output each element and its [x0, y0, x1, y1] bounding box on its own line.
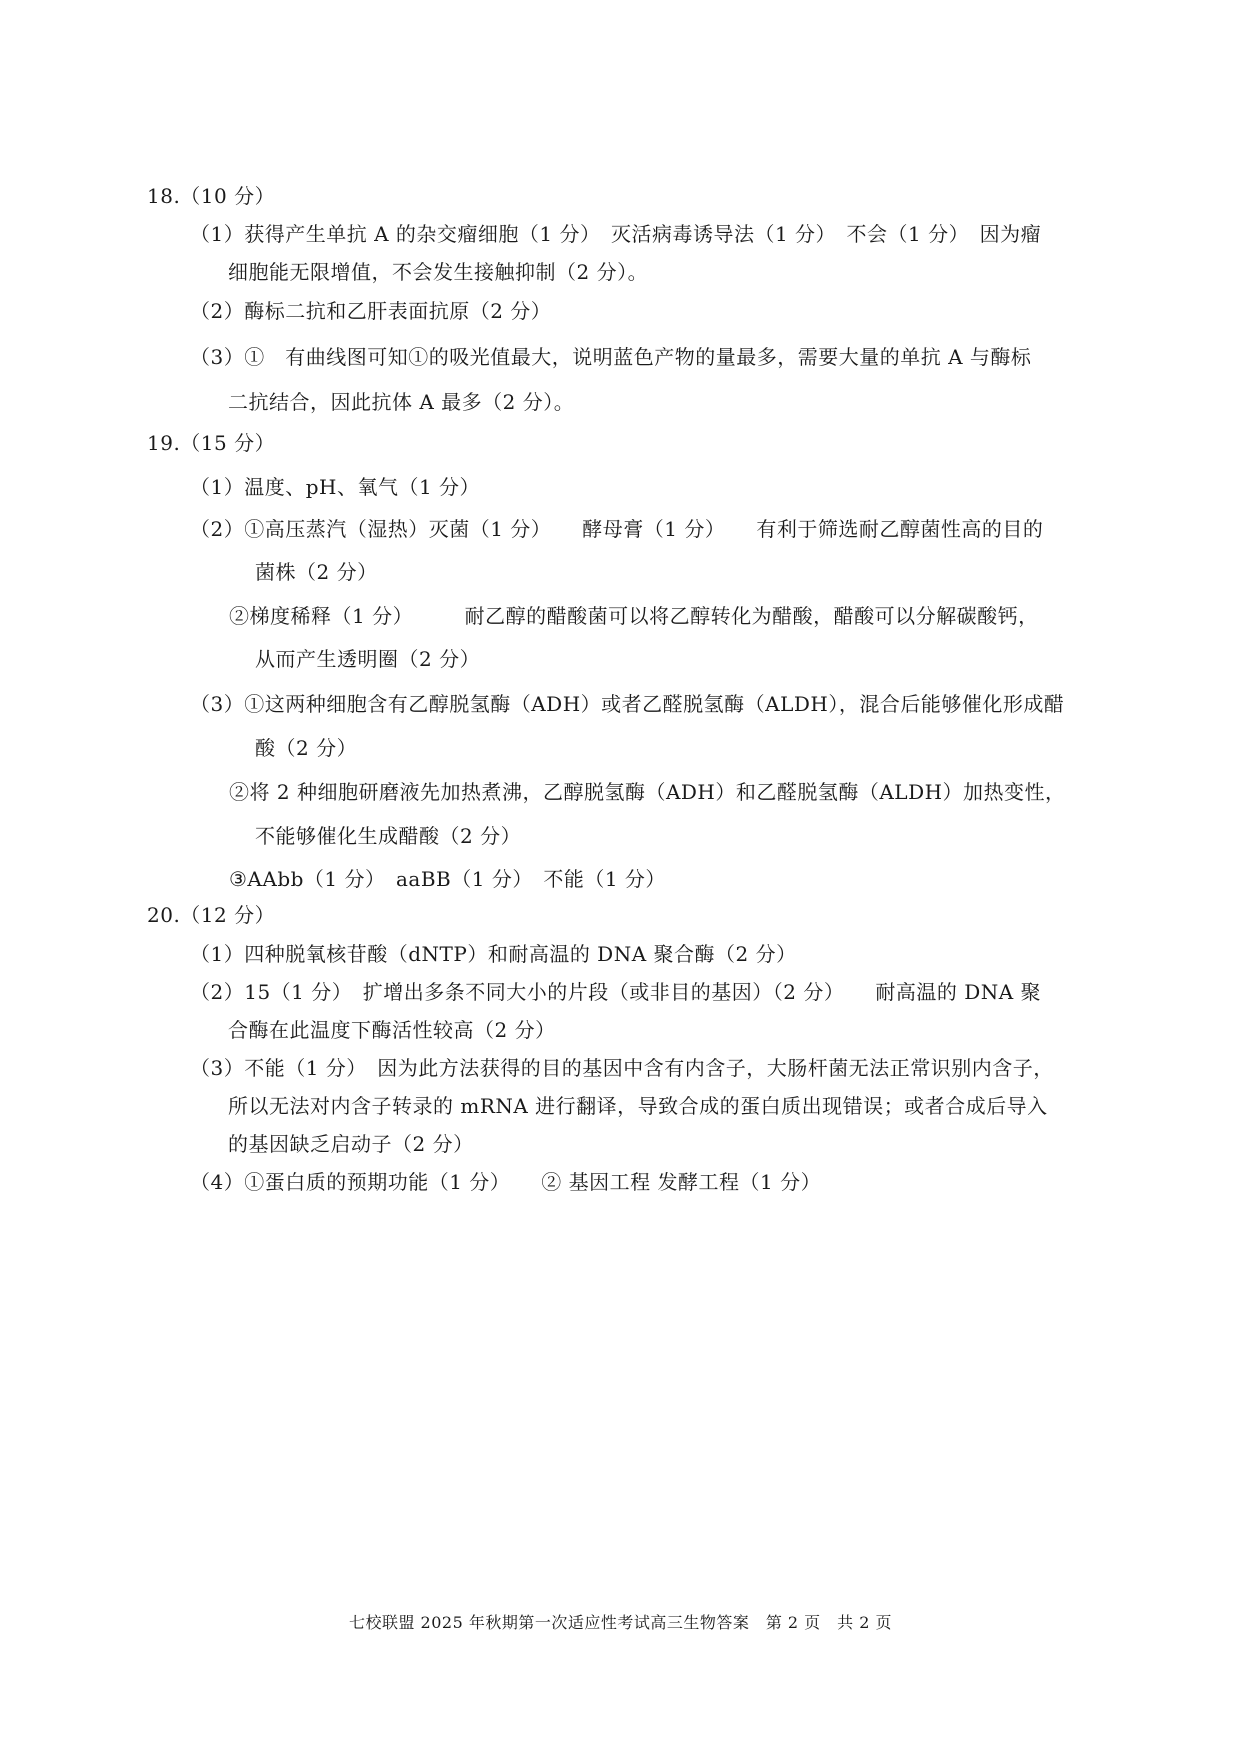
- q19-part3-3: ③AAbb（1 分） aaBB（1 分） 不能（1 分）: [229, 867, 666, 891]
- q19-part2-1: （2）①高压蒸汽（湿热）灭菌（1 分） 酵母膏（1 分） 有利于筛选耐乙醇菌性高的目的: [190, 517, 1044, 541]
- q18-part3: （3）① 有曲线图可知①的吸光值最大，说明蓝色产物的量最多，需要大量的单抗 A 与酶标: [190, 345, 1032, 369]
- q20-part3-cont2: 的基因缺乏启动子（2 分）: [228, 1132, 474, 1156]
- q19-part3-2-cont: 不能够催化生成醋酸（2 分）: [255, 824, 522, 848]
- q19-part2-1-cont: 菌株（2 分）: [255, 560, 378, 584]
- q20-part4: （4）①蛋白质的预期功能（1 分） ② 基因工程 发酵工程（1 分）: [190, 1170, 822, 1194]
- q19-heading: 19.（15 分）: [147, 431, 276, 455]
- q19-part3-1: （3）①这两种细胞含有乙醇脱氢酶（ADH）或者乙醛脱氢酶（ALDH），混合后能够催化形成醋: [190, 692, 1065, 716]
- q18-part1: （1）获得产生单抗 A 的杂交瘤细胞（1 分） 灭活病毒诱导法（1 分） 不会（1 分） 因为瘤: [190, 222, 1042, 246]
- q19-part2-2: ②梯度稀释（1 分） 耐乙醇的醋酸菌可以将乙醇转化为醋酸，醋酸可以分解碳酸钙，: [229, 604, 1039, 628]
- q20-heading: 20.（12 分）: [147, 903, 276, 927]
- q18-part1-cont: 细胞能无限增值，不会发生接触抑制（2 分）。: [228, 260, 649, 284]
- q19-part3-2: ②将 2 种细胞研磨液先加热煮沸，乙醇脱氢酶（ADH）和乙醛脱氢酶（ALDH）加热变性，: [229, 780, 1066, 804]
- q19-part3-1-cont: 酸（2 分）: [255, 736, 358, 760]
- q20-part2-cont: 合酶在此温度下酶活性较高（2 分）: [228, 1018, 556, 1042]
- q19-part2-2-cont: 从而产生透明圈（2 分）: [255, 647, 481, 671]
- q20-part3-cont1: 所以无法对内含子转录的 mRNA 进行翻译，导致合成的蛋白质出现错误；或者合成后导入: [228, 1094, 1048, 1118]
- q18-part2: （2）酶标二抗和乙肝表面抗原（2 分）: [190, 299, 552, 323]
- q19-part1: （1）温度、pH、氧气（1 分）: [190, 475, 481, 499]
- q20-part2: （2）15（1 分） 扩增出多条不同大小的片段（或非目的基因）（2 分） 耐高温的 DNA 聚: [190, 980, 1042, 1004]
- q20-part3: （3）不能（1 分） 因为此方法获得的目的基因中含有内含子，大肠杆菌无法正常识别内含子，: [190, 1056, 1054, 1080]
- page-footer: 七校联盟 2025 年秋期第一次适应性考试高三生物答案 第 2 页 共 2 页: [348, 1613, 893, 1632]
- q18-part3-cont: 二抗结合，因此抗体 A 最多（2 分）。: [228, 390, 575, 414]
- q20-part1: （1）四种脱氧核苷酸（dNTP）和耐高温的 DNA 聚合酶（2 分）: [190, 942, 797, 966]
- q18-heading: 18.（10 分）: [147, 184, 276, 208]
